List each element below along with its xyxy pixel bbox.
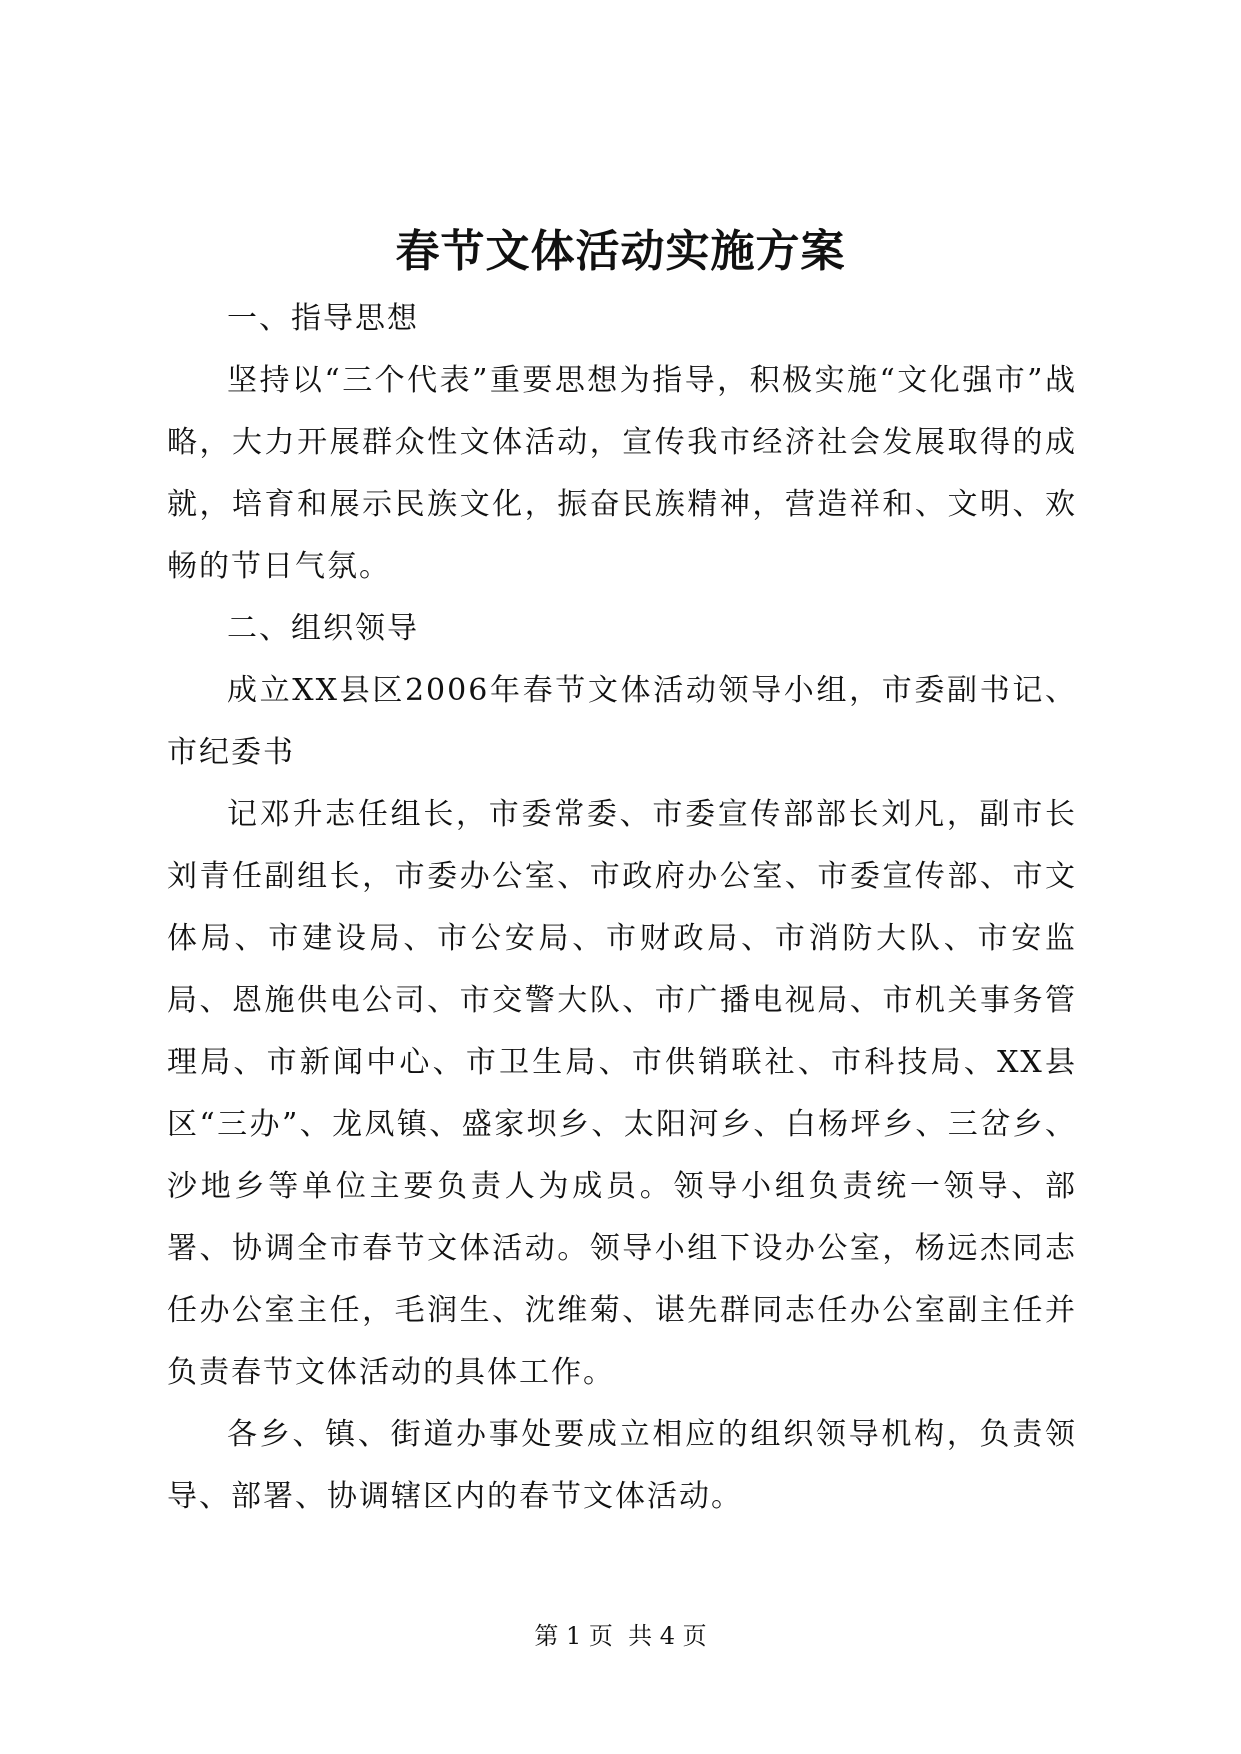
page-footer <box>0 1620 1241 1652</box>
page-number-label: 第 1 页 共 4 页 <box>534 1622 707 1650</box>
paragraph-guiding-ideology: 坚持以“三个代表”重要思想为指导，积极实施“文化强市”战略，大力开展群众性文体活动，宣传我市经济社会发展取得的成就，培育和展示民族文化，振奋民族精神，营造祥和、文明、欢畅的节日气氛。 <box>167 363 1077 584</box>
paragraph-organization-intro: 成立XX县区2006年春节文体活动领导小组，市委副书记、市纪委书 <box>167 673 1077 770</box>
paragraph-organization-members: 记邓升志任组长，市委常委、市委宣传部部长刘凡，副市长刘青任副组长，市委办公室、市政府办公室、市委宣传部、市文体局、市建设局、市公安局、市财政局、市消防大队、市安监局、恩施供电公司、市交警大队、市广播电视局、市机关事务管理局、市新闻中心、市卫生局、市供销联社、市科技局、XX县区“三办”、龙凤镇、盛家坝乡、太阳河乡、白杨坪乡、三岔乡、沙地乡等单位主要负责人为成员。领导小组负责统一领导、部署、协调全市春节文体活动。领导小组下设办公室，杨远杰同志任办公室主任，毛润生、沈维菊、谌先群同志任办公室副主任并负责春节文体活动的具体工作。 <box>167 797 1077 1390</box>
section-heading-organization: 二、组织领导 <box>227 611 419 646</box>
paragraph-organization-local: 各乡、镇、街道办事处要成立相应的组织领导机构，负责领导、部署、协调辖区内的春节文体活动。 <box>167 1417 1077 1514</box>
section-heading-guiding-ideology: 一、指导思想 <box>227 301 419 336</box>
document-body <box>167 288 1077 1528</box>
document-title: 春节文体活动实施方案 <box>395 226 846 277</box>
